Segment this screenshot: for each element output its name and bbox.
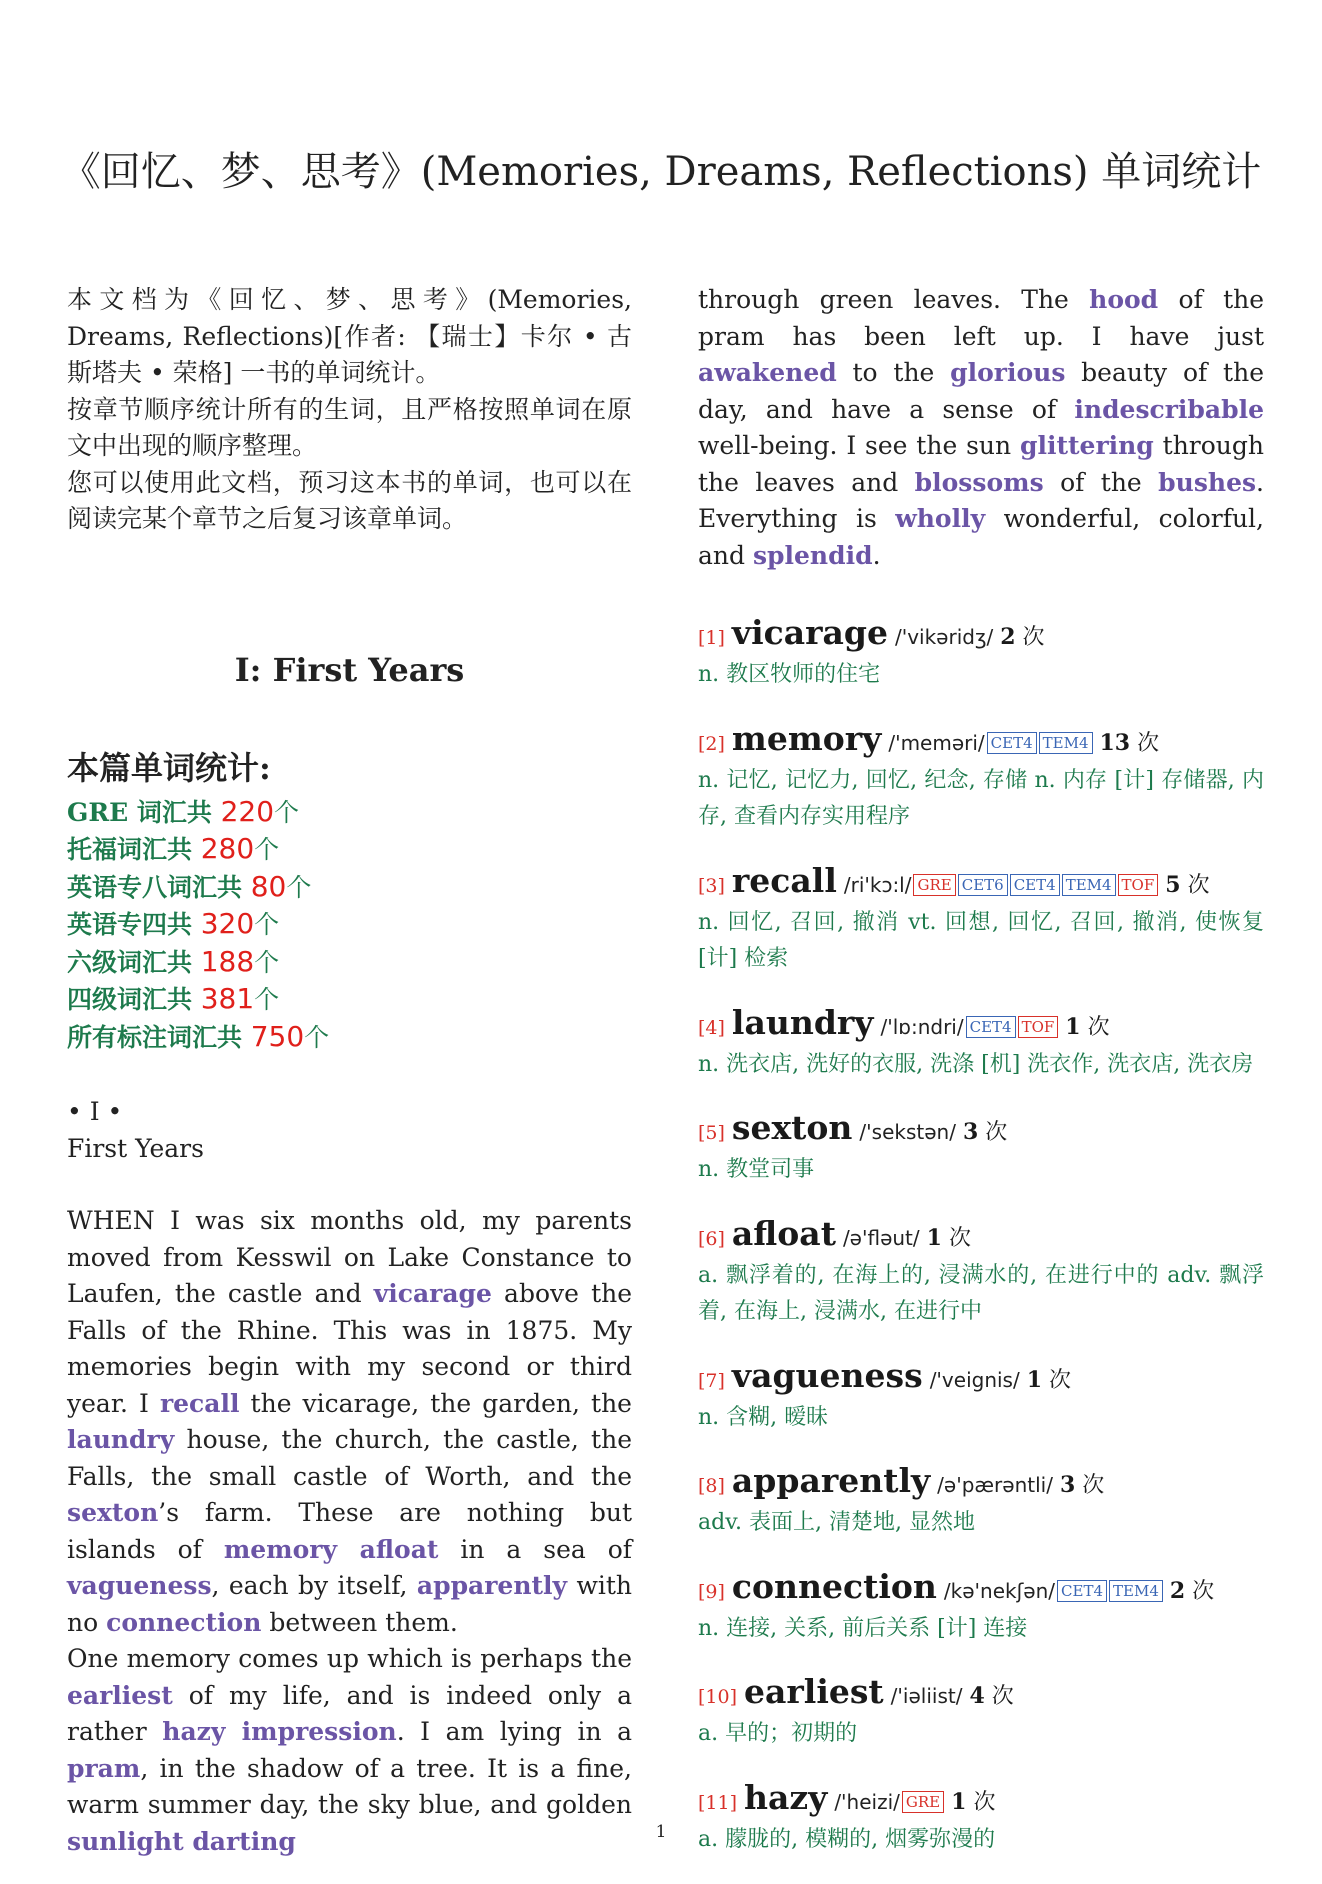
stats-row <box>67 1019 632 1057</box>
entry-word: recall <box>731 860 837 900</box>
highlighted-word: hood <box>1089 285 1159 314</box>
entry-count: 3 <box>1059 1472 1076 1498</box>
entry-word: sexton <box>731 1108 853 1147</box>
entry-count-unit: 次 <box>1192 1578 1215 1604</box>
body-paragraph: One memory comes up which is perhaps the earliest of my life, and is indeed only a rather hazy impression. I am lying in a pram, in the shadow of a tree. It is a fine, warm summer day, the sky blue, and golden sunlight darting <box>67 1644 632 1856</box>
highlighted-word: bushes <box>1158 467 1257 497</box>
entry-count-unit: 次 <box>1187 872 1210 898</box>
highlighted-word: hazy impression <box>162 1717 397 1746</box>
entry-count-unit: 次 <box>985 1120 1008 1145</box>
entry-head <box>698 1779 1264 1822</box>
entry-count-unit: 次 <box>991 1684 1014 1709</box>
exam-tag: TEM4 <box>1109 1580 1163 1602</box>
entry-phonetic: /'vikəridʒ/ <box>894 625 994 649</box>
entry-word: vagueness <box>731 1355 923 1395</box>
highlighted-word: sunlight darting <box>67 1826 296 1856</box>
stats-count: 220 <box>220 794 275 828</box>
highlighted-word: recall <box>159 1388 240 1418</box>
entry-index: [3] <box>698 874 725 897</box>
entry-count-unit: 次 <box>973 1789 996 1815</box>
entry-head <box>698 1462 1264 1505</box>
highlighted-word: laundry <box>67 1425 175 1454</box>
entry-phonetic: /'meməri/ <box>888 730 985 755</box>
entry-head <box>698 720 1264 763</box>
stats-label: 英语专四共 <box>67 910 201 939</box>
entry-definition: a. 朦胧的, 模糊的, 烟雾弥漫的 <box>698 1826 996 1852</box>
entry-count-unit: 次 <box>1049 1367 1072 1393</box>
entry-index: [4] <box>698 1016 725 1039</box>
entry-index: [5] <box>698 1122 725 1144</box>
entry-head <box>698 1568 1264 1611</box>
highlighted-word: sexton <box>67 1498 159 1527</box>
exam-tag: CET4 <box>966 1016 1016 1038</box>
entry-word: connection <box>731 1566 937 1606</box>
entry-head <box>698 614 1264 657</box>
entry-word: apparently <box>731 1461 931 1500</box>
word-entry <box>698 1215 1264 1331</box>
entry-definition: n. 记忆, 记忆力, 回忆, 纪念, 存储 n. 内存 [计] 存储器, 内存, 查看内存实用程序 <box>698 767 1264 829</box>
highlighted-word: awakened <box>698 358 837 387</box>
entry-index: [6] <box>698 1227 725 1250</box>
exam-tag: CET4 <box>1010 874 1060 896</box>
entry-definition: n. 含糊, 暧昧 <box>698 1404 829 1430</box>
entry-head <box>698 1004 1264 1047</box>
stats-count: 188 <box>200 944 255 978</box>
entry-index: [1] <box>698 627 725 649</box>
entry-phonetic: /'iəliist/ <box>890 1684 963 1708</box>
entry-count: 3 <box>962 1119 979 1145</box>
word-entry <box>698 1673 1264 1753</box>
entry-count: 1 <box>926 1224 942 1251</box>
entry-definition: n. 连接, 关系, 前后关系 [计] 连接 <box>698 1615 1028 1641</box>
stats-row <box>67 869 632 907</box>
entry-index: [8] <box>698 1475 725 1497</box>
word-entries <box>698 614 1264 1858</box>
word-entry <box>698 614 1264 694</box>
left-column <box>67 282 632 1860</box>
exam-tag: TEM4 <box>1062 874 1116 896</box>
entry-head <box>698 1357 1264 1400</box>
entry-phonetic: /ə'fləut/ <box>842 1225 920 1250</box>
word-entry <box>698 862 1264 978</box>
stats-unit: 个 <box>304 1022 330 1052</box>
entry-word: laundry <box>731 1002 874 1042</box>
exam-tag: TEM4 <box>1039 732 1093 754</box>
exam-tag: TOF <box>1018 1016 1059 1038</box>
stats-unit: 个 <box>286 872 312 902</box>
highlighted-word: blossoms <box>914 467 1044 497</box>
entry-count-unit: 次 <box>1137 730 1160 756</box>
stats-label: GRE 词汇共 <box>67 797 221 827</box>
stats-unit: 个 <box>254 835 280 864</box>
entry-count: 1 <box>1026 1366 1043 1393</box>
highlighted-word: earliest <box>67 1680 173 1710</box>
entry-count-unit: 次 <box>1022 625 1045 650</box>
entry-phonetic: /ə'pærəntli/ <box>937 1473 1053 1497</box>
word-entry <box>698 720 1264 836</box>
entry-count-unit: 次 <box>1087 1014 1110 1040</box>
stats-label: 所有标注词汇共 <box>67 1022 251 1052</box>
stats-row <box>67 981 632 1019</box>
body-text <box>67 1203 632 1860</box>
entry-count: 4 <box>969 1683 985 1709</box>
intro-line: 按章节顺序统计所有的生词，且严格按照单词在原文中出现的顺序整理。 <box>67 394 632 460</box>
entry-index: [2] <box>698 732 725 755</box>
exam-tag: GRE <box>913 874 955 896</box>
stats-count: 750 <box>250 1019 305 1053</box>
entry-head <box>698 862 1264 905</box>
entry-word: hazy <box>744 1777 828 1817</box>
stats-label: 六级词汇共 <box>67 947 201 977</box>
entry-count: 1 <box>951 1788 967 1815</box>
chapter-name: First Years <box>67 1133 204 1163</box>
stats-unit: 个 <box>274 797 300 827</box>
entry-count-unit: 次 <box>1082 1473 1105 1498</box>
entry-phonetic: /'lɒ:ndri/ <box>880 1014 964 1039</box>
entry-definition: adv. 表面上, 清楚地, 显然地 <box>698 1510 975 1535</box>
right-column <box>698 282 1264 1884</box>
entry-word: earliest <box>744 1672 884 1711</box>
stats-count: 320 <box>200 907 255 940</box>
highlighted-word: apparently <box>416 1571 568 1600</box>
exam-tag: CET4 <box>987 732 1037 754</box>
entry-index: [11] <box>698 1791 738 1814</box>
entry-count: 2 <box>1169 1577 1186 1604</box>
entry-phonetic: /ri'kɔ:l/ <box>843 872 912 897</box>
stats-label: 四级词汇共 <box>67 985 201 1014</box>
stats-count: 381 <box>200 982 255 1015</box>
entry-count: 5 <box>1165 871 1181 898</box>
body-paragraph: WHEN I was six months old, my parents moved from Kesswil on Lake Constance to Laufen, the castle and vicarage above the Falls of the Rhine. This was in 1875. My memories begin with my second or third year. I recall the vicarage, the garden, the laundry house, the church, the castle, the Falls, the small castle of Worth, and the sexton’s farm. These are nothing but islands of memory afloat in a sea of vagueness, each by itself, apparently with no connection between them. <box>67 1206 633 1637</box>
highlighted-word: memory afloat <box>223 1534 439 1564</box>
entry-count: 1 <box>1065 1013 1081 1040</box>
highlighted-word: glittering <box>1019 431 1154 460</box>
entry-definition: n. 教堂司事 <box>698 1157 815 1182</box>
exam-tag: CET6 <box>958 874 1008 896</box>
entry-head <box>698 1109 1264 1152</box>
stats-row <box>67 794 632 832</box>
highlighted-word: pram <box>67 1753 141 1783</box>
intro-line: 本文档为《回忆、梦、思考》(Memories, Dreams, Reflections)[作者: 【瑞士】卡尔 • 古斯塔夫 • 荣格] 一书的单词统计。 <box>67 285 632 387</box>
intro-text <box>67 282 632 538</box>
exam-tag: GRE <box>902 1791 944 1813</box>
highlighted-word: vicarage <box>373 1279 492 1308</box>
exam-tag: TOF <box>1118 874 1159 896</box>
entry-word: vicarage <box>731 613 888 652</box>
word-entry <box>698 1462 1264 1542</box>
word-entry <box>698 1004 1264 1084</box>
stats-row <box>67 831 632 869</box>
entry-phonetic: /'heizi/ <box>834 1789 900 1814</box>
stats-label: 英语专八词汇共 <box>67 872 251 902</box>
stats-unit: 个 <box>254 947 280 977</box>
entry-index: [9] <box>698 1580 725 1603</box>
highlighted-word: wholly <box>895 504 986 533</box>
body-paragraph: through green leaves. The hood of the pram has been left up. I have just awakened to the glorious beauty of the day, and have a sense of indescribable well-being. I see the sun glittering through the leaves and blossoms of the bushes. Everything is wholly wonderful, colorful, and splendid. <box>698 285 1265 570</box>
entry-definition: a. 早的；初期的 <box>698 1721 858 1746</box>
entry-word: afloat <box>731 1213 836 1253</box>
highlighted-word: vagueness <box>67 1571 212 1600</box>
entry-phonetic: /'sekstən/ <box>859 1120 956 1144</box>
stats-list <box>67 794 632 1057</box>
entry-word: memory <box>731 718 882 758</box>
chapter-mark: • I • <box>67 1097 123 1126</box>
exam-tag: CET4 <box>1057 1580 1107 1602</box>
page-title: 《回忆、梦、思考》(Memories, Dreams, Reflections) 单词统计 <box>60 149 1262 195</box>
word-entry <box>698 1568 1264 1648</box>
entry-head <box>698 1673 1264 1716</box>
stats-count: 280 <box>200 832 255 865</box>
entry-count-unit: 次 <box>948 1225 971 1251</box>
entry-definition: a. 飘浮着的, 在海上的, 浸满水的, 在进行中的 adv. 飘浮着, 在海上, 浸满水, 在进行中 <box>698 1262 1264 1324</box>
entry-count: 13 <box>1099 729 1131 756</box>
word-entry <box>698 1357 1264 1437</box>
highlighted-word: splendid <box>752 540 873 570</box>
entry-phonetic: /'veignis/ <box>929 1367 1020 1392</box>
intro-line: 您可以使用此文档，预习这本书的单词，也可以在阅读完某个章节之后复习该章单词。 <box>67 467 632 533</box>
entry-index: [10] <box>698 1686 738 1708</box>
highlighted-word: indescribable <box>1074 394 1264 424</box>
entry-index: [7] <box>698 1369 725 1392</box>
stats-row <box>67 944 632 982</box>
word-entry <box>698 1779 1264 1859</box>
entry-phonetic: /kə'nekʃən/ <box>943 1578 1056 1603</box>
stats-title: 本篇单词统计: <box>67 748 271 787</box>
entry-count: 2 <box>1000 624 1016 650</box>
entry-definition: n. 洗衣店, 洗好的衣服, 洗涤 [机] 洗衣作, 洗衣店, 洗衣房 <box>698 1051 1254 1077</box>
stats-unit: 个 <box>254 910 280 939</box>
entry-definition: n. 回忆, 召回, 撤消 vt. 回想, 回忆, 召回, 撤消, 使恢复 [计] 检索 <box>698 909 1264 971</box>
highlighted-word: connection <box>106 1607 262 1637</box>
stats-count: 80 <box>250 869 287 903</box>
word-entry <box>698 1109 1264 1189</box>
entry-head <box>698 1215 1264 1258</box>
stats-row <box>67 906 632 944</box>
section-title: I: First Years <box>234 650 465 689</box>
highlighted-word: glorious <box>950 358 1066 387</box>
stats-label: 托福词汇共 <box>67 835 201 864</box>
entry-definition: n. 教区牧师的住宅 <box>698 662 881 687</box>
stats-unit: 个 <box>254 985 280 1014</box>
page-number: 1 <box>655 1822 667 1842</box>
